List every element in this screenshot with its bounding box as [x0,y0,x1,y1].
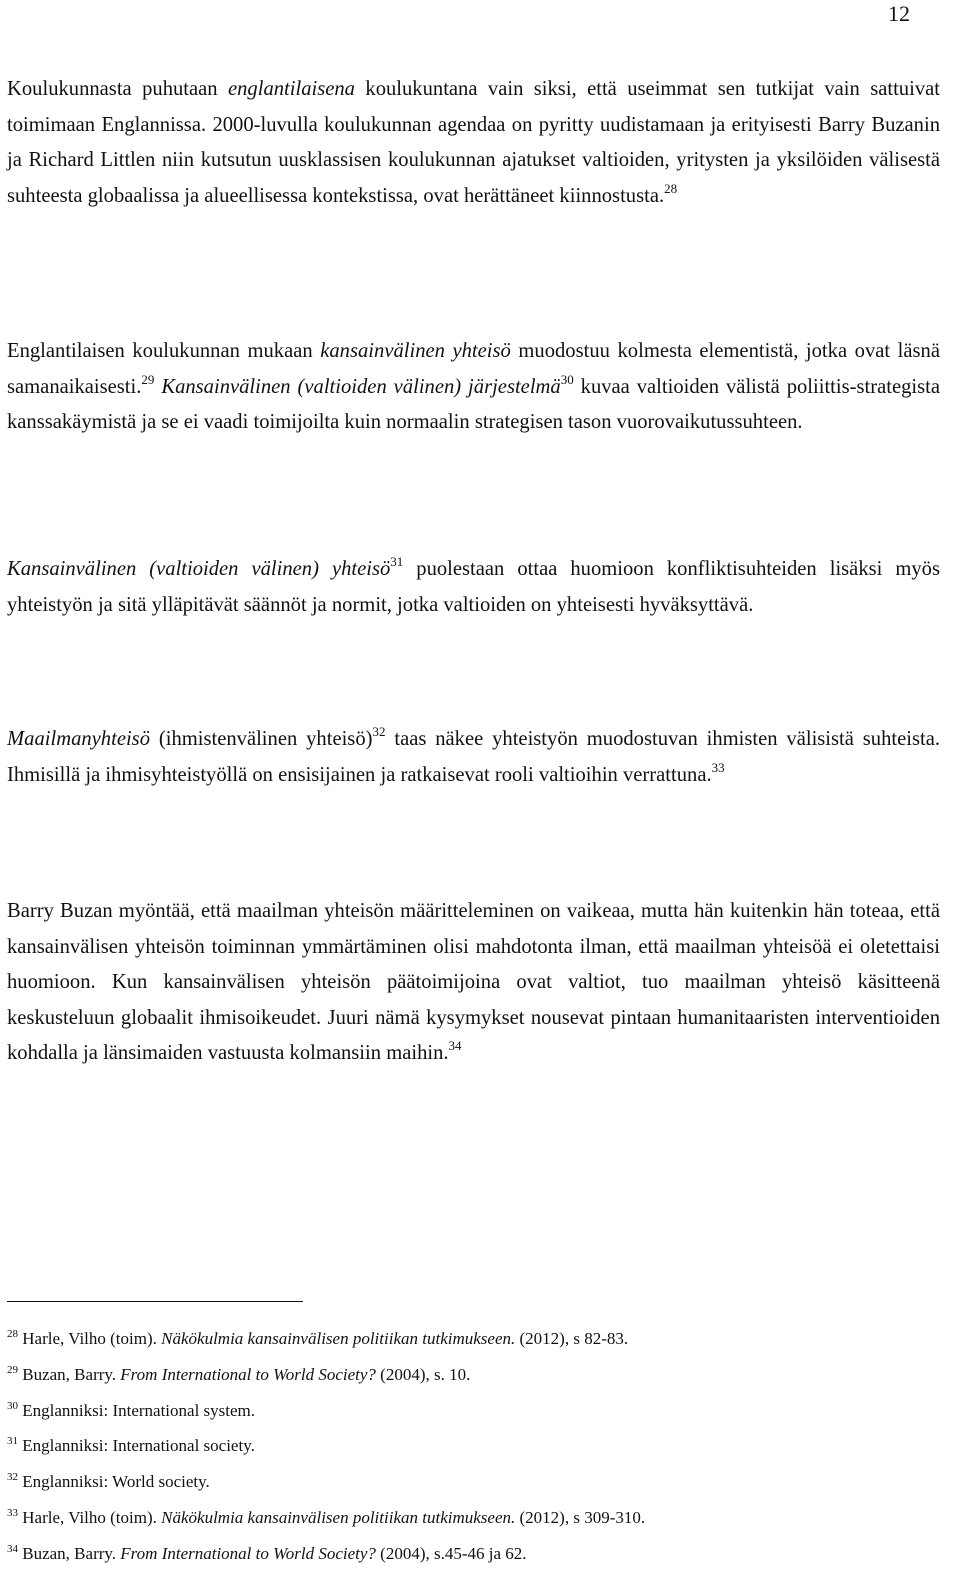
footnote-number: 28 [7,1328,18,1340]
footnote-ref-29[interactable]: 29 [141,371,155,387]
footnote-ref-28[interactable]: 28 [664,180,678,196]
text: Englantilaisen koulukunnan mukaan [7,340,321,362]
footnote-ref-32[interactable]: 32 [372,724,386,739]
text: Englanniksi: International system. [18,1401,256,1420]
emphasis: From International to World Society? [120,1365,376,1384]
text: (2004), s. 10. [375,1365,471,1384]
text: (2012), s 82-83. [515,1329,629,1348]
text: Harle, Vilho (toim). [18,1329,162,1348]
footnote-number: 30 [7,1400,18,1412]
text: puolestaan ottaa huomioon konfliktisuhteiden lisäksi myös yhteistyön ja sitä ylläpitävät säännöt ja normit, jotka valtioiden on yhteisesti hyväksyttävä. [7,558,940,616]
text: Harle, Vilho (toim). [18,1508,162,1527]
footnote-32 [7,1471,940,1493]
footnote-separator [7,1301,303,1302]
emphasis: Maailmanyhteisö [7,728,150,750]
emphasis: From International to World Society? [120,1544,376,1563]
footnote-31 [7,1435,940,1457]
paragraph-english-school [7,72,940,214]
emphasis: Kansainvälinen (valtioiden välinen) yhteisö [7,558,391,580]
footnote-28 [7,1328,940,1350]
emphasis: Näkökulmia kansainvälisen politiikan tutkimukseen. [161,1508,516,1527]
text: Buzan, Barry. [18,1365,121,1384]
footnote-30 [7,1400,940,1422]
text: Englanniksi: International society. [18,1436,255,1455]
footnote-29 [7,1364,940,1386]
footnote-34 [7,1543,940,1565]
text: kuvaa valtioiden välistä poliittis-strategista kanssakäymistä ja se ei vaadi toimijoilta kuin normaalin strategisen tason vuorovaikutussuhteen. [7,375,940,433]
footnote-number: 34 [7,1543,18,1555]
text: Barry Buzan myöntää, että maailman yhteisön määritteleminen on vaikeaa, mutta hän kuitenkin hän toteaa, että kansainvälisen yhteisön toiminnan ymmärtäminen olisi mahdotonta ilman, että maailman yhteisöä ei oletettaisi huomioon. Kun kansainvälisen yhteisön päätoimijoina ovat valtiot, tuo maailman yhteisö käsitteenä keskusteluun globaalit ihmisoikeudet. Juuri nämä kysymykset nousevat pintaan humanitaaristen interventioiden kohdalla ja länsimaiden vastuusta kolmansiin maihin. [7,900,940,1064]
text: (2004), s.45-46 ja 62. [375,1544,527,1563]
text: Buzan, Barry. [18,1544,121,1563]
paragraph-buzan [7,894,940,1072]
footnote-ref-31[interactable]: 31 [390,554,404,569]
page-number: 12 [888,1,910,26]
emphasis: Näkökulmia kansainvälisen politiikan tutkimukseen. [161,1329,516,1348]
footnote-number: 31 [7,1435,18,1447]
emphasis: englantilaisena [228,78,355,100]
footnote-ref-34[interactable]: 34 [448,1038,462,1053]
text: Englanniksi: World society. [18,1472,210,1491]
text: Koulukunnasta puhutaan [7,78,228,100]
footnote-number: 32 [7,1471,18,1483]
footnote-number: 29 [7,1364,18,1376]
footnote-33 [7,1507,940,1529]
footnote-number: 33 [7,1507,18,1519]
emphasis: Kansainvälinen (valtioiden välinen) järjestelmä [161,375,561,398]
text: (ihmistenvälinen yhteisö) [150,728,373,750]
text: muodostuu kolmesta elementistä, jotka ovat läsnä samanaikaisesti. [7,340,940,398]
text: taas näkee yhteistyön muodostuvan ihmisten välisistä suhteista. Ihmisillä ja ihmisyhteistyöllä on ensisijainen ja ratkaisevat rooli valtioihin verrattuna. [7,728,940,786]
text: koulukuntana vain siksi, että useimmat sen tutkijat vain sattuivat toimimaan Englannissa. 2000-luvulla koulukunnan agendaa on pyritty uudistamaan ja erityisesti Barry Buzanin ja Richard Littlen niin kutsutun uusklassisen koulukunnan ajatukset valtioiden, yritysten ja yksilöiden välisestä suhteesta globaalissa ja alueellisessa kontekstissa, ovat herättäneet kiinnostusta. [7,78,940,207]
paragraph-international-society [7,552,940,623]
paragraph-world-society [7,722,940,793]
footnote-ref-30[interactable]: 30 [560,371,574,387]
footnote-ref-33[interactable]: 33 [711,759,725,775]
paragraph-international-system [7,334,940,441]
emphasis: kansainvälinen yhteisö [320,340,511,362]
text: (2012), s 309-310. [515,1508,646,1527]
